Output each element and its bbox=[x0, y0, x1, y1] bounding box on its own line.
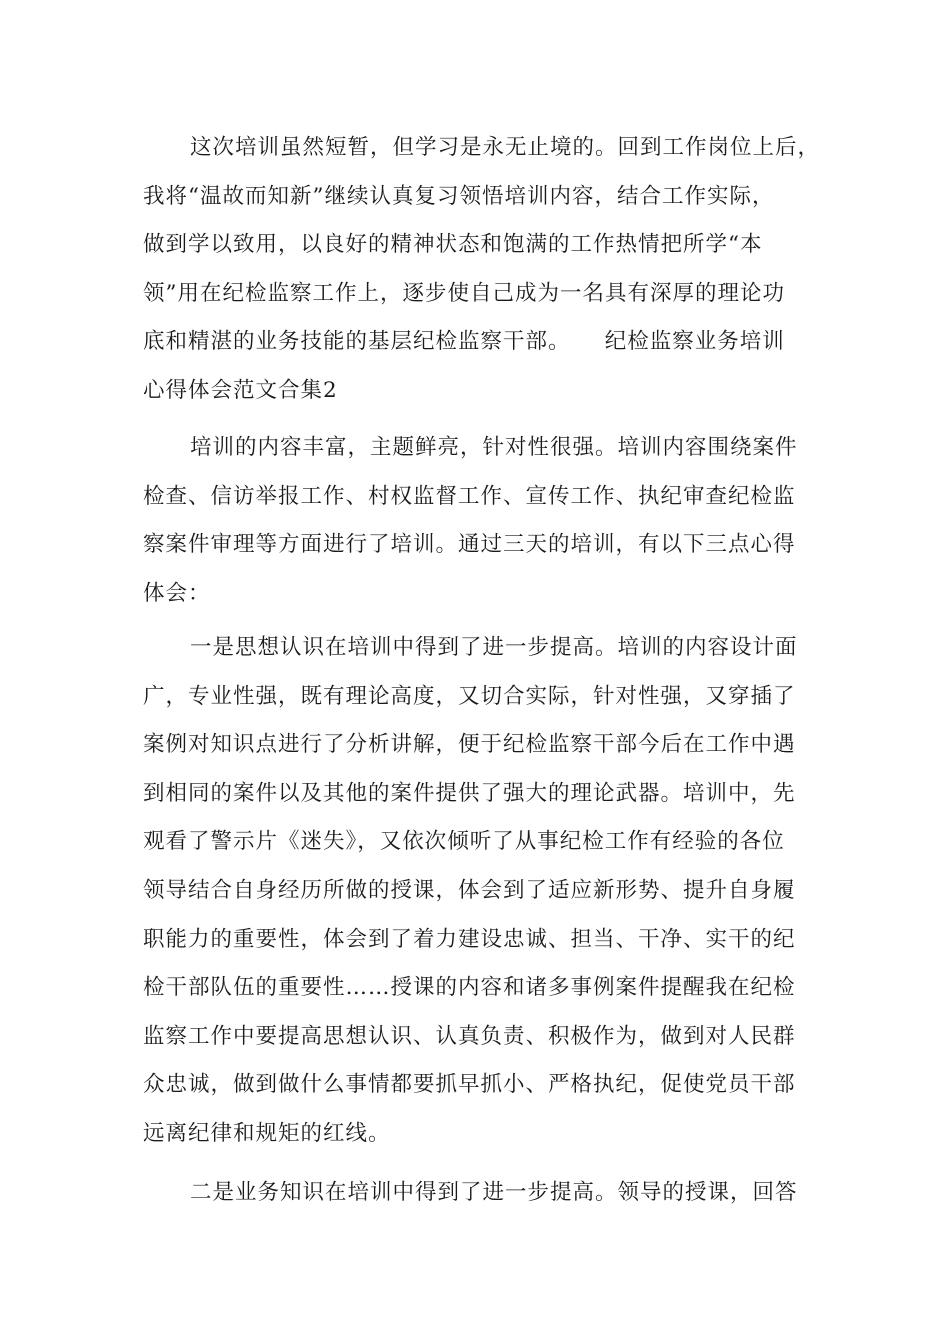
paragraph bbox=[143, 424, 813, 618]
paragraph bbox=[143, 1169, 813, 1218]
text-line: 察案件审理等方面进行了培训。通过三天的培训，有以下三点心得 bbox=[143, 532, 796, 558]
text-line: 观看了警示片《迷失》，又依次倾听了从事纪检工作有经验的各位 bbox=[143, 829, 785, 855]
text-line: 远离纪律和规矩的红线。 bbox=[143, 1120, 391, 1146]
text-line: 到相同的案件以及其他的案件提供了强大的理论武器。培训中，先 bbox=[143, 780, 796, 806]
text-line: 检查、信访举报工作、村权监督工作、宣传工作、执纪审查纪检监 bbox=[143, 483, 796, 509]
text-line: 一是思想认识在培训中得到了进一步提高。培训的内容设计面 bbox=[190, 635, 798, 660]
text-line: 心得体会范文合集2 bbox=[143, 377, 338, 403]
text-line: 体会： bbox=[143, 580, 211, 606]
text-line: 监察工作中要提高思想认识、认真负责、积极作为，做到对人民群 bbox=[143, 1023, 796, 1049]
text-line: 二是业务知识在培训中得到了进一步提高。领导的授课，回答 bbox=[190, 1180, 798, 1205]
paragraph bbox=[143, 124, 821, 416]
text-line: 广，专业性强，既有理论高度，又切合实际，针对性强，又穿插了 bbox=[143, 683, 796, 709]
text-line: 领导结合自身经历所做的授课，体会到了适应新形势、提升自身履 bbox=[143, 877, 796, 903]
text-line: 领”用在纪检监察工作上，逐步使自己成为一名具有深厚的理论功 bbox=[143, 280, 785, 306]
text-line: 我将“温故而知新”继续认真复习领悟培训内容，结合工作实际， bbox=[143, 183, 775, 209]
text-line: 做到学以致用，以良好的精神状态和饱满的工作热情把所学“本 bbox=[143, 232, 763, 258]
text-line: 检干部队伍的重要性……授课的内容和诸多事例案件提醒我在纪检 bbox=[143, 975, 796, 1001]
text-line: 底和精湛的业务技能的基层纪检监察干部。 纪检监察业务培训 bbox=[143, 329, 785, 355]
text-line: 这次培训虽然短暂，但学习是永无止境的。回到工作岗位上后， bbox=[190, 135, 821, 160]
text-line: 培训的内容丰富，主题鲜亮，针对性很强。培训内容围绕案件 bbox=[190, 435, 798, 460]
paragraph bbox=[143, 624, 813, 1159]
text-line: 案例对知识点进行了分析讲解，便于纪检监察干部今后在工作中遇 bbox=[143, 732, 796, 758]
text-line: 职能力的重要性，体会到了着力建设忠诚、担当、干净、实干的纪 bbox=[143, 926, 796, 952]
text-line: 众忠诚，做到做什么事情都要抓早抓小、严格执纪，促使党员干部 bbox=[143, 1072, 796, 1098]
